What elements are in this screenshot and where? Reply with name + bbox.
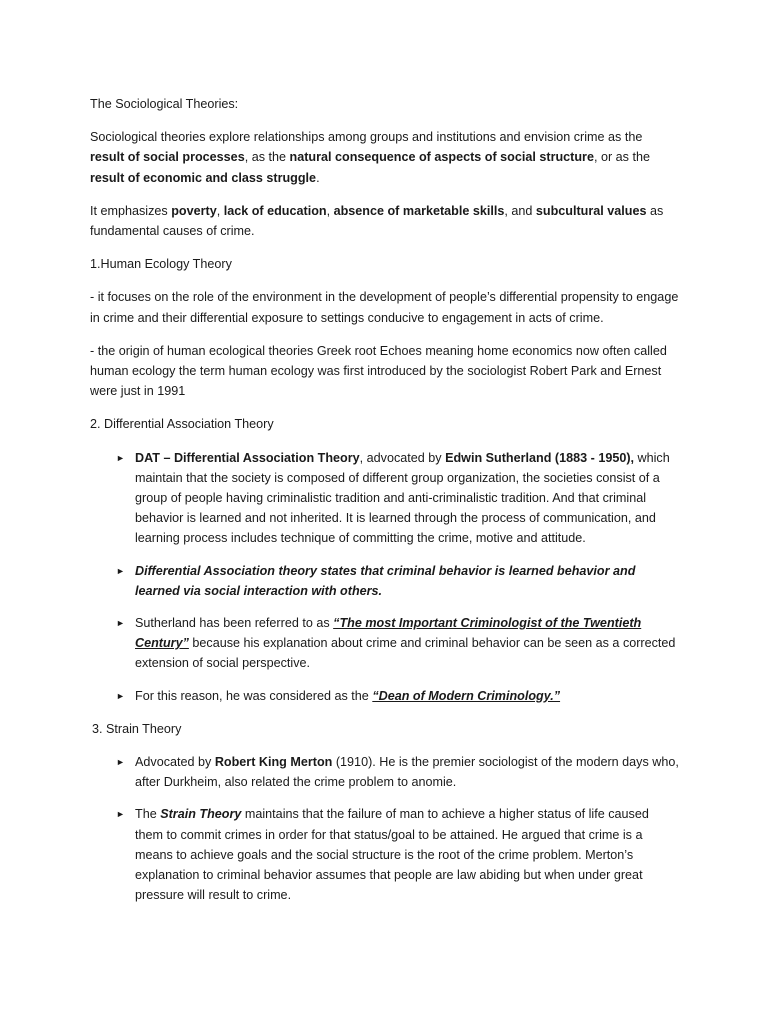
text-run: as fundamental causes of crime. [90,203,664,239]
bold-run: poverty [171,203,217,218]
section-1-paragraph-1: - it focuses on the role of the environment in the development of people’s differential propensity to engage in crime and their differential exposure to settings conducive to engagement in acts of crime. [90,290,679,325]
bold-run: natural consequence of aspects of social structure [289,150,594,165]
bold-run: absence of marketable skills [333,203,505,218]
text-run: The [135,807,161,822]
list-item [90,613,680,674]
bold-run: result of social processes [90,150,245,165]
bullet-arrow-icon: ► [116,809,125,820]
text-run: maintains that the failure of man to achieve a higher status of life caused them to commit crimes in order for that status/goal to be attained. He argued that crime is a means to achieve goals and the social structure is the root of the crime problem. Merton’s explanation to criminal behavior assumes that people are law abiding but when under great pressure will result to crime. [135,807,649,903]
text-run: , advocated by [359,450,446,465]
list-item [90,804,680,905]
bold-italic-underlined-quote: “Dean of Modern Criminology.” [372,688,561,703]
bold-run: result of economic and class struggle [90,170,317,185]
bold-run: Edwin Sutherland (1883 - 1950), [445,450,635,465]
intro-paragraph-2 [90,201,680,241]
bold-italic-run: Strain Theory [160,807,242,822]
text-run: . [316,170,320,185]
bullet-arrow-icon: ► [116,618,125,629]
text-run: , [326,203,334,218]
text-run: , and [504,203,536,218]
list-item [90,752,680,792]
text-run: , [216,203,224,218]
section-3-heading: 3. Strain Theory [92,721,182,736]
bullet-arrow-icon: ► [116,690,125,701]
bold-italic-run: Differential Association theory states that criminal behavior is learned behavior and learned via social interaction with others. [135,563,636,598]
bold-italic-underlined-quote: “The most Important Criminologist of the Twentieth Century” [135,616,642,651]
text-run: Sutherland has been referred to as [135,616,334,631]
bold-run: Robert King Merton [214,755,333,770]
bold-run: subcultural values [535,203,647,218]
list-item [90,561,680,601]
bold-run: lack of education [223,203,327,218]
text-run: , or as the [593,150,650,165]
bold-run: DAT – Differential Association Theory [135,450,360,465]
section-1-heading: 1.Human Ecology Theory [90,257,232,272]
bullet-arrow-icon: ► [116,565,125,576]
section-3-bullet-list [90,752,680,905]
text-run: , as the [244,150,290,165]
text-run: Sociological theories explore relationships among groups and institutions and envision crime as the [90,130,643,145]
section-2-bullet-list [90,448,680,706]
section-1-paragraph-2: - the origin of human ecological theories Greek root Echoes meaning home economics now often called human ecology the term human ecology was first introduced by the sociologist Robert Park and Ernest were just in 1991 [90,343,667,399]
list-item [90,686,680,706]
text-run: It emphasizes [90,203,172,218]
text-run: because his explanation about crime and criminal behavior can be seen as a corrected extension of social perspective. [135,636,676,671]
text-run: which maintain that the society is composed of different group organization, the societies consist of a group of people having criminalistic tradition and anti-criminalistic tradition. And that criminal behavior is learned and not inherited. It is learned through the process of communication, and learning process includes technique of committing the crime, motive and attitude. [135,450,670,546]
text-run: For this reason, he was considered as the [135,688,373,703]
text-run: (1910). He is the premier sociologist of the modern days who, after Durkheim, also related the crime problem to anomie. [135,755,679,790]
bullet-arrow-icon: ► [116,452,125,463]
text-run: Advocated by [135,755,215,770]
bullet-arrow-icon: ► [116,757,125,768]
list-item [90,448,680,549]
section-2-heading: 2. Differential Association Theory [90,417,274,432]
document-title: The Sociological Theories: [90,97,239,111]
intro-paragraph-1 [90,127,680,188]
